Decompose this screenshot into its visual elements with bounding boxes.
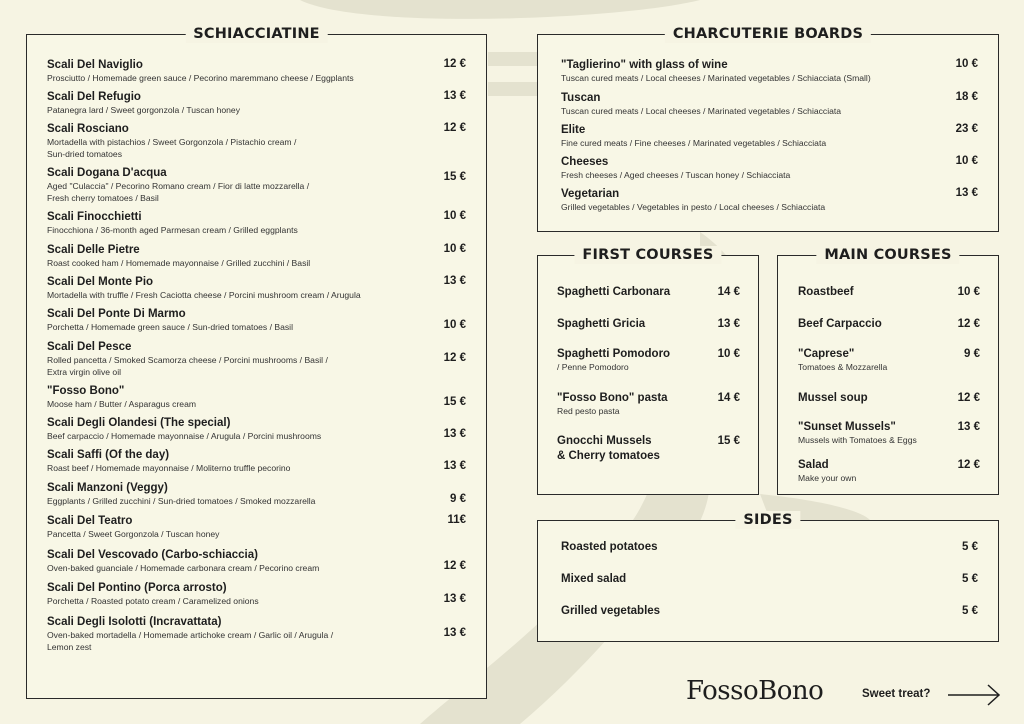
item-price: 13 €	[717, 318, 740, 330]
menu-item	[561, 188, 978, 213]
item-price: 10 €	[443, 319, 466, 331]
item-price: 9 €	[964, 348, 980, 360]
item-name: Beef Carpaccio	[798, 318, 882, 330]
menu-item	[47, 449, 466, 474]
item-name: Scali Degli Olandesi (The special)	[47, 417, 231, 429]
menu-list	[47, 35, 466, 698]
section-title: SIDES	[735, 511, 800, 529]
item-name: Scali Del Pontino (Porca arrosto)	[47, 582, 227, 594]
menu-list	[557, 256, 740, 494]
item-price: 9 €	[450, 493, 466, 505]
menu-item	[798, 280, 980, 299]
fossobono-logo: FossoBono	[686, 676, 824, 706]
item-name: Elite	[561, 124, 586, 136]
item-name: Cheeses	[561, 156, 609, 168]
item-price: 13 €	[443, 90, 466, 102]
charcuterie-section	[537, 26, 999, 232]
item-description: Red pesto pasta	[557, 406, 620, 416]
item-name: Spaghetti Carbonara	[557, 286, 671, 298]
item-description: Extra virgin olive oil	[47, 367, 122, 377]
item-name: Scali Manzoni (Veggy)	[47, 482, 168, 494]
item-price: 10 €	[955, 58, 978, 70]
item-price: 12 €	[443, 58, 466, 70]
menu-item	[557, 342, 740, 373]
item-name: Tuscan	[561, 92, 601, 104]
item-price: 13 €	[955, 187, 978, 199]
menu-item	[47, 582, 466, 607]
menu-item	[798, 453, 980, 484]
item-description: Aged "Culaccia" / Pecorino Romano cream / Fior di latte mozzarella /	[47, 181, 310, 191]
item-description: Pancetta / Sweet Gorgonzola / Tuscan honey	[47, 529, 220, 539]
item-price: 13 €	[443, 593, 466, 605]
menu-item	[798, 386, 980, 405]
item-description: Mortadella with truffle / Fresh Caciotta cheese / Porcini mushroom cream / Arugula	[47, 290, 361, 300]
item-description: Grilled vegetables / Vegetables in pesto / Local cheeses / Schiacciata	[561, 202, 826, 212]
item-name: "Caprese"	[798, 348, 855, 360]
item-price: 13 €	[443, 460, 466, 472]
menu-item	[47, 341, 466, 378]
item-description: Tuscan cured meats / Local cheeses / Marinated vegetables / Schiacciata	[561, 106, 842, 116]
menu-item	[47, 616, 466, 653]
menu-item	[561, 92, 978, 117]
item-name: Scali Dogana D'acqua	[47, 167, 167, 179]
item-price: 18 €	[955, 91, 978, 103]
item-description: Roast beef / Homemade mayonnaise / Moliterno truffle pecorino	[47, 463, 291, 473]
item-price: 5 €	[962, 573, 978, 585]
item-name: "Sunset Mussels"	[798, 421, 896, 433]
item-price: 23 €	[955, 123, 978, 135]
menu-item	[47, 417, 466, 442]
item-description: Patanegra lard / Sweet gorgonzola / Tuscan honey	[47, 105, 241, 115]
item-name: Salad	[798, 459, 829, 471]
section-title: MAIN COURSES	[816, 246, 959, 264]
item-description: Oven-baked guanciale / Homemade carbonara cream / Pecorino cream	[47, 563, 320, 573]
item-price: 12 €	[957, 318, 980, 330]
item-description: Fresh cherry tomatoes / Basil	[47, 193, 159, 203]
item-name: Grilled vegetables	[561, 605, 661, 617]
menu-list	[798, 256, 980, 494]
item-price: 5 €	[962, 605, 978, 617]
item-description: Tuscan cured meats / Local cheeses / Marinated vegetables / Schiacciata (Small)	[561, 73, 871, 83]
menu-item	[47, 276, 466, 301]
item-price: 13 €	[443, 428, 466, 440]
item-name: Scali Del Refugio	[47, 91, 141, 103]
item-name: "Fosso Bono" pasta	[557, 392, 668, 404]
item-name: Scali Delle Pietre	[47, 244, 140, 256]
item-name: Scali Del Vescovado (Carbo-schiaccia)	[47, 549, 258, 561]
item-description: Porchetta / Roasted potato cream / Caramelized onions	[47, 596, 259, 606]
item-description: Oven-baked mortadella / Homemade artichoke cream / Garlic oil / Arugula /	[47, 630, 334, 640]
menu-item	[557, 312, 740, 331]
item-price: 14 €	[717, 286, 740, 298]
menu-item	[47, 244, 466, 269]
menu-item	[47, 308, 466, 333]
item-price: 12 €	[443, 560, 466, 572]
item-description: Tomatoes & Mozzarella	[798, 362, 888, 372]
item-price: 13 €	[957, 421, 980, 433]
item-description: Moose ham / Butter / Asparagus cream	[47, 399, 197, 409]
item-price: 15 €	[443, 171, 466, 183]
item-description: Prosciutto / Homemade green sauce / Pecorino maremmano cheese / Eggplants	[47, 73, 354, 83]
main-courses-section	[777, 247, 999, 495]
menu-item	[47, 385, 466, 410]
item-name: Mixed salad	[561, 573, 627, 585]
menu-item	[47, 123, 466, 160]
item-name: "Taglierino" with glass of wine	[561, 59, 728, 71]
item-price: 10 €	[443, 243, 466, 255]
item-price: 15 €	[717, 435, 740, 447]
menu-item	[561, 605, 978, 618]
item-price: 12 €	[443, 122, 466, 134]
menu-item	[557, 386, 740, 417]
section-title: FIRST COURSES	[574, 246, 721, 264]
menu-item	[47, 482, 466, 507]
item-description: Fine cured meats / Fine cheeses / Marinated vegetables / Schiacciata	[561, 138, 827, 148]
menu-item	[47, 549, 466, 574]
menu-item	[47, 211, 466, 236]
item-name: Scali Rosciano	[47, 123, 129, 135]
item-price: 13 €	[443, 627, 466, 639]
item-name: "Fosso Bono"	[47, 385, 125, 397]
item-description: Porchetta / Homemade green sauce / Sun-dried tomatoes / Basil	[47, 322, 294, 332]
menu-item	[47, 167, 466, 204]
sweet-treat-link[interactable]: Sweet treat?	[862, 688, 931, 700]
item-name-line2: & Cherry tomatoes	[557, 450, 660, 462]
item-name: Gnocchi Mussels	[557, 435, 652, 447]
item-description: Lemon zest	[47, 642, 92, 652]
item-description: Make your own	[798, 473, 857, 483]
item-name: Scali Del Monte Pio	[47, 276, 154, 288]
item-name: Vegetarian	[561, 188, 620, 200]
item-description: Mortadella with pistachios / Sweet Gorgonzola / Pistachio cream /	[47, 137, 297, 147]
menu-item	[557, 280, 740, 299]
item-price: 10 €	[957, 286, 980, 298]
item-description: Finocchiona / 36-month aged Parmesan cream / Grilled eggplants	[47, 225, 298, 235]
item-description: Fresh cheeses / Aged cheeses / Tuscan honey / Schiacciata	[561, 170, 791, 180]
item-name: Scali Del Pesce	[47, 341, 132, 353]
item-description: Eggplants / Grilled zucchini / Sun-dried tomatoes / Smoked mozzarella	[47, 496, 316, 506]
menu-item	[47, 59, 466, 84]
item-description: Beef carpaccio / Homemade mayonnaise / Arugula / Porcini mushrooms	[47, 431, 322, 441]
item-name: Spaghetti Gricia	[557, 318, 646, 330]
item-price: 13 €	[443, 275, 466, 287]
item-price: 10 €	[443, 210, 466, 222]
item-price: 12 €	[957, 459, 980, 471]
item-name: Roastbeef	[798, 286, 854, 298]
section-title: SCHIACCIATINE	[185, 25, 328, 43]
item-price: 14 €	[717, 392, 740, 404]
menu-list	[561, 521, 978, 641]
first-courses-section	[537, 247, 759, 495]
item-name: Scali Del Naviglio	[47, 59, 143, 71]
item-description: Rolled pancetta / Smoked Scamorza cheese / Porcini mushrooms / Basil /	[47, 355, 328, 365]
menu-item	[561, 59, 978, 84]
menu-item	[561, 156, 978, 181]
menu-item	[557, 429, 740, 463]
item-name: Scali Del Ponte Di Marmo	[47, 308, 186, 320]
menu-item	[798, 312, 980, 331]
schiacciatine-section	[26, 26, 487, 699]
menu-item	[47, 515, 466, 540]
item-description: / Penne Pomodoro	[557, 362, 629, 372]
item-name: Roasted potatoes	[561, 541, 658, 553]
menu-item	[798, 415, 980, 446]
item-price: 12 €	[957, 392, 980, 404]
item-price: 11€	[447, 514, 466, 526]
menu-list	[561, 35, 978, 231]
arrow-right-icon[interactable]	[946, 682, 1002, 708]
item-description: Sun-dried tomatoes	[47, 149, 122, 159]
item-name: Spaghetti Pomodoro	[557, 348, 671, 360]
item-price: 15 €	[443, 396, 466, 408]
section-title: CHARCUTERIE BOARDS	[665, 25, 871, 43]
menu-item	[561, 541, 978, 554]
menu-item	[561, 124, 978, 149]
sides-section	[537, 512, 999, 642]
item-description: Mussels with Tomatoes & Eggs	[798, 435, 917, 445]
menu-item	[561, 573, 978, 586]
item-name: Scali Finocchietti	[47, 211, 142, 223]
item-name: Scali Degli Isolotti (Incravattata)	[47, 616, 222, 628]
menu-item	[47, 91, 466, 116]
item-name: Scali Saffi (Of the day)	[47, 449, 170, 461]
item-price: 10 €	[717, 348, 740, 360]
item-price: 12 €	[443, 352, 466, 364]
item-price: 5 €	[962, 541, 978, 553]
item-price: 10 €	[955, 155, 978, 167]
item-name: Mussel soup	[798, 392, 868, 404]
item-description: Roast cooked ham / Homemade mayonnaise / Grilled zucchini / Basil	[47, 258, 311, 268]
menu-item	[798, 342, 980, 373]
item-name: Scali Del Teatro	[47, 515, 133, 527]
